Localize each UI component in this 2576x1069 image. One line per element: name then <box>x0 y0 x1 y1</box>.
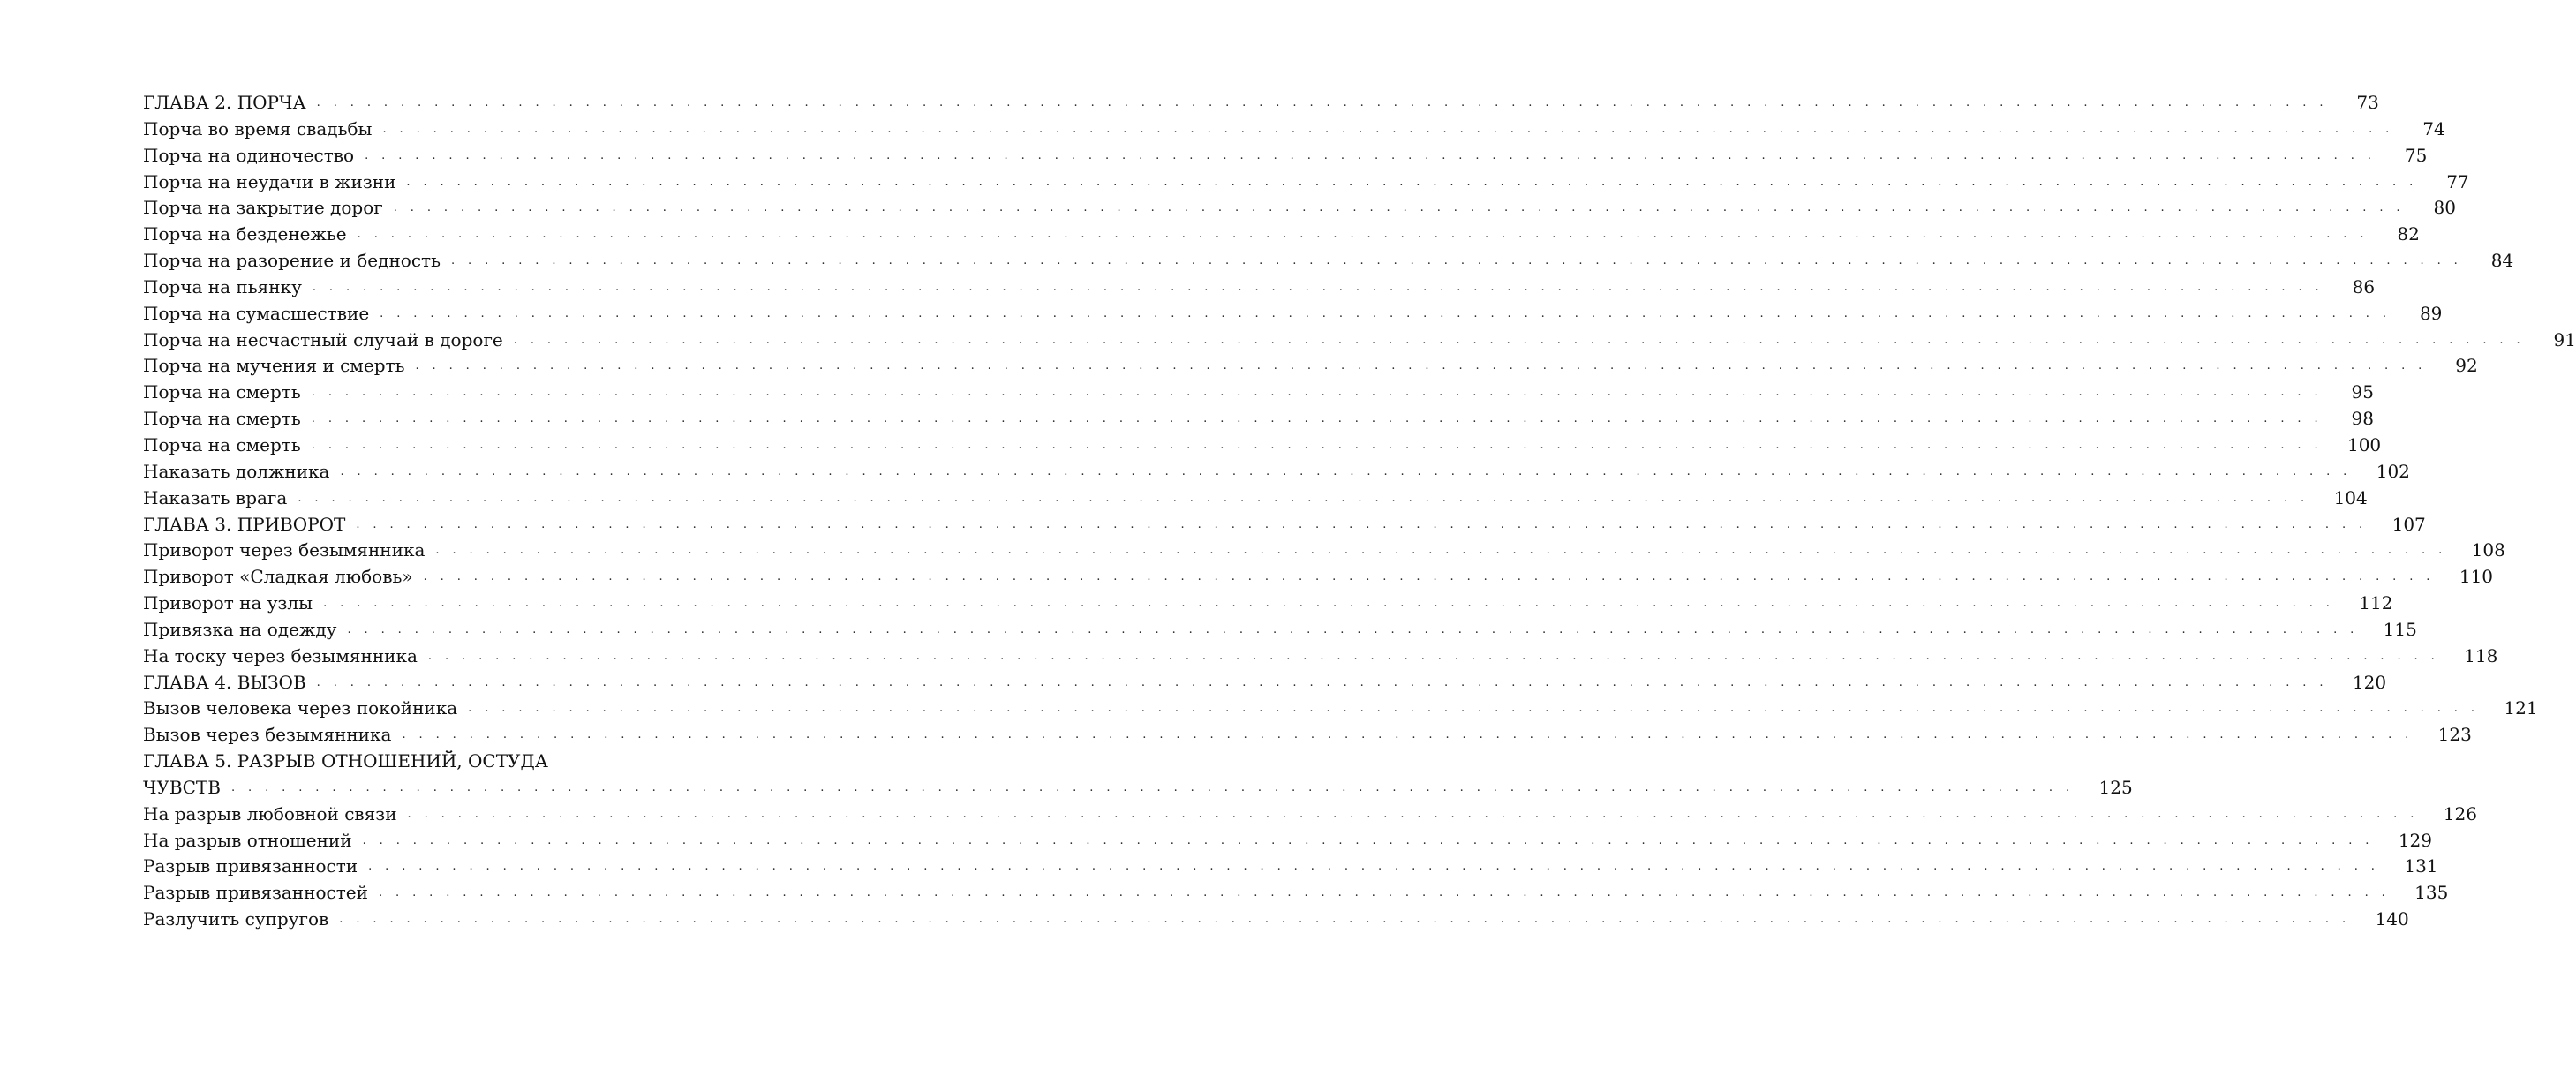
toc-entry[interactable] <box>143 143 2428 169</box>
dot-leader: . . . . . . . . . . . . . . . . . . . . . . . . . . . . . . . . . . . . . . . . . . . . . . . . . . . . . . . . . . . . . . . . . . . . . . . . . . . . . . . . . . . . . . . . . . . . . . . . . . . . . . . . . . . . . . . . . . . . . . . . <box>347 622 2359 636</box>
toc-entry-title: Порча на смерть <box>143 433 301 455</box>
toc-page-number: 80 <box>2433 197 2456 219</box>
toc-entry-title: Порча на мучения и смерть <box>143 355 405 377</box>
toc-entry-title: Порча на одиночество <box>143 144 355 166</box>
toc-page-number: 95 <box>2351 381 2374 403</box>
toc-page-number: 135 <box>2414 882 2449 904</box>
toc-page-number: 82 <box>2397 223 2420 245</box>
toc-entry[interactable] <box>143 353 2478 380</box>
toc-page-number: 129 <box>2398 829 2433 851</box>
toc-entry-title: Вызов человека через покойника <box>143 697 458 719</box>
dot-leader: . . . . . . . . . . . . . . . . . . . . . . . . . . . . . . . . . . . . . . . . . . . . . . . . . . . . . . . . . . . . . . . . . . . . . . . . . . . . . . . . . . . . . . . . . . . . . . . . . . . . . . . . . . . . . . . . . . . . . . . . <box>435 544 2447 558</box>
toc-entries-chapters-2-4 <box>143 90 2576 749</box>
toc-entry-title: Наказать должника <box>143 460 330 482</box>
toc-page-number: 89 <box>2419 302 2443 324</box>
dot-leader: . . . . . . . . . . . . . . . . . . . . . . . . . . . . . . . . . . . . . . . . . . . . . . . . . . . . . . . . . . . . . . . . . . . . . . . . . . . . . . . . . . . . . . . . . . . . . . . . . . . . . . . . . . . . . . . . . . . . . . . . <box>406 175 2418 189</box>
toc-entry-title: Вызов через безымянника <box>143 724 392 746</box>
toc-page-number: 92 <box>2455 355 2478 377</box>
dot-leader: . . . . . . . . . . . . . . . . . . . . . . . . . . . . . . . . . . . . . . . . . . . . . . . . . . . . . . . . . . . . . . . . . . . . . . . . . . . . . . . . . . . . . . . . . . . . . . . . . . . . . . . . . . . . . . . . . . . . . . . . <box>357 228 2369 242</box>
toc-page-number: 75 <box>2404 144 2428 166</box>
toc-page-number: 110 <box>2459 566 2494 588</box>
toc-entry-title: ГЛАВА 5. РАЗРЫВ ОТНОШЕНИЙ, ОСТУДА <box>143 750 548 772</box>
toc-entry-title: Наказать врага <box>143 486 288 508</box>
toc-entry-title: Разлучить супругов <box>143 908 329 930</box>
toc-entry-title: Разрыв привязанности <box>143 855 358 877</box>
dot-leader: . . . . . . . . . . . . . . . . . . . . . . . . . . . . . . . . . . . . . . . . . . . . . . . . . . . . . . . . . . . . . . . . . . . . . . . . . . . . . . . . . . . . . . . . . . . . . . . . . . . . . . . . . . . . . . . . . . . . . . . . <box>427 649 2440 663</box>
dot-leader: . . . . . . . . . . . . . . . . . . . . . . . . . . . . . . . . . . . . . . . . . . . . . . . . . . . . . . . . . . . . . . . . . . . . . . . . . . . . . . . . . . . . . . . . . . . . . . . . . . . . . . . . . . . . . . . . . . . . . . . . <box>298 491 2309 505</box>
dot-leader: . . . . . . . . . . . . . . . . . . . . . . . . . . . . . . . . . . . . . . . . . . . . . . . . . . . . . . . . . . . . . . . . . . . . . . . . . . . . . . . . . . . . . . . . . . . . . . . . . . . . . . . . . . . . . . . . . . . . . . . . <box>365 148 2376 162</box>
toc-entry[interactable] <box>143 169 2469 196</box>
toc-page-number: 121 <box>2504 697 2538 719</box>
toc-entry[interactable] <box>143 670 2387 696</box>
dot-leader: . . . . . . . . . . . . . . . . . . . . . . . . . . . . . . . . . . . . . . . . . . . . . . . . . . . . . . . . . . . . . . . . . . . . . . . . . . . . . . . . . . . . . . . . . . . . . . . . . . . . . . . . . . . . . . . . . . . . . . . . <box>513 333 2525 347</box>
toc-entry[interactable] <box>143 854 2438 880</box>
dot-leader: . . . . . . . . . . . . . . . . . . . . . . . . . . . . . . . . . . . . . . . . . . . . . . . . . . . . . . . . . . . . . . . . . . . . . . . . . . . . . . . . . . . . . . . . . . . . . . . . . . . . . . . . . . . . . . . . . . . . . . . . <box>339 913 2351 927</box>
toc-entry-title: Порча на сумасшествие <box>143 302 370 324</box>
toc-entry-title: ГЛАВА 2. ПОРЧА <box>143 92 306 113</box>
toc-page-number: 118 <box>2464 644 2498 666</box>
table-of-contents <box>143 90 2576 933</box>
toc-page-number: 123 <box>2437 724 2472 746</box>
toc-entry[interactable] <box>143 564 2494 591</box>
toc-page-number: 112 <box>2359 592 2393 614</box>
toc-entry[interactable] <box>143 538 2505 564</box>
toc-entry[interactable] <box>143 512 2426 538</box>
toc-entry-title: Порча на безденежье <box>143 223 347 245</box>
dot-leader: . . . . . . . . . . . . . . . . . . . . . . . . . . . . . . . . . . . . . . . . . . . . . . . . . . . . . . . . . . . . . . . . . . . . . . . . . . . . . . . . . . . . . . . . . . . . . . . . . . . . . . . . . . . . . . . . . . . . . . . . <box>450 254 2463 268</box>
toc-page-number: 91 <box>2553 328 2576 350</box>
toc-entry[interactable] <box>143 459 2410 486</box>
toc-page-number: 102 <box>2376 460 2410 482</box>
toc-page-number: 131 <box>2404 855 2438 877</box>
toc-entry-title: Разрыв привязанностей <box>143 882 368 904</box>
dot-leader: . . . . . . . . . . . . . . . . . . . . . . . . . . . . . . . . . . . . . . . . . . . . . . . . . . . . . . . . . . . . . . . . . . . . . . . . . . . . . . . . . . . . . . . . . . . . . . . . . . . . . . . . . . . . . . . . . . . . . . . . <box>362 833 2374 847</box>
toc-entry-title: На разрыв любовной связи <box>143 802 397 824</box>
dot-leader: . . . . . . . . . . . . . . . . . . . . . . . . . . . . . . . . . . . . . . . . . . . . . . . . . . . . . . . . . . . . . . . . . . . . . . . . . . . . . . . . . . . . . . . . . . . . . . . . . . . . . . . . . . . . . . . . . . . . . . . . <box>378 886 2391 900</box>
toc-page-number: 86 <box>2352 275 2376 297</box>
toc-entry[interactable] <box>143 406 2374 433</box>
toc-entry[interactable] <box>143 880 2449 907</box>
dot-leader: . . . . . . . . . . . . . . . . . . . . . . . . . . . . . . . . . . . . . . . . . . . . . . . . . . . . . . . . . . . . . . . . . . . . . . . . . . . . . . . . . . . . . . . . . . . . . . . . . . . . . . . . . . . . . . . . . . . . . . . . <box>311 386 2323 400</box>
toc-entry[interactable] <box>143 644 2498 670</box>
toc-page-number: 104 <box>2333 486 2368 508</box>
dot-leader: . . . . . . . . . . . . . . . . . . . . . . . . . . . . . . . . . . . . . . . . . . . . . . . . . . . . . . . . . . . . . . . . . . . . . . . . . . . . . . . . . . . . . . . . . . . . . . . . . . . . . . . . . . . . . . . . . . . . . . . . <box>380 306 2391 320</box>
toc-entry[interactable] <box>143 327 2576 354</box>
toc-page-number: 107 <box>2391 513 2426 535</box>
toc-entry[interactable] <box>143 90 2379 117</box>
dot-leader: . . . . . . . . . . . . . . . . . . . . . . . . . . . . . . . . . . . . . . . . . . . . . . . . . . . . . . . . . . . . . . . . . . . . . . . . . . . . . . . . . . . . . . . . . . . . . . . . . . . . . . . . . . . . . . . . . . . . . . . . <box>368 860 2380 874</box>
toc-entry-title: Порча на несчастный случай в дороге <box>143 328 503 350</box>
toc-entry-chapter-5-continued[interactable] <box>143 775 2133 802</box>
toc-entry-title: ГЛАВА 3. ПРИВОРОТ <box>143 513 346 535</box>
toc-entry[interactable] <box>143 722 2472 749</box>
toc-entry[interactable] <box>143 828 2433 854</box>
dot-leader: . . . . . . . . . . . . . . . . . . . . . . . . . . . . . . . . . . . . . . . . . . . . . . . . . . . . . . . . . . . . . . . . . . . . . . . . . . . . . . . . . . . . . . . . . . . . . . . . . . . . . . . . . . . . . . . . . . . . . . . . <box>356 517 2368 531</box>
toc-page-number: 140 <box>2375 908 2409 930</box>
toc-entry[interactable] <box>143 486 2368 512</box>
toc-page-number: 100 <box>2346 433 2382 455</box>
toc-entry-title: Приворот на узлы <box>143 592 313 614</box>
toc-page-number: 126 <box>2443 802 2477 824</box>
dot-leader: . . . . . . . . . . . . . . . . . . . . . . . . . . . . . . . . . . . . . . . . . . . . . . . . . . . . . . . . . . . . . . . . . . . . . . . . . . . . . . . . . . . . . . . . . . . . . . . . . . . . . . . . . . . . . . . . . . . . . . . . <box>423 570 2435 584</box>
toc-entry-title: Порча во время свадьбы <box>143 117 373 139</box>
toc-entry-title: Приворот через безымянника <box>143 539 426 561</box>
dot-leader: . . . . . . . . . . . . . . . . . . . . . . . . . . . . . . . . . . . . . . . . . . . . . . . . . . . . . . . . . . . . . . . . . . . . . . . . . . . . . . . . . . . . . . . . . . . . . . . . . . . . . . . . . . . . . . . . . . . . . . . . <box>393 201 2405 215</box>
toc-entry[interactable] <box>143 617 2417 644</box>
toc-entry-title: Порча на смерть <box>143 408 301 430</box>
toc-entry-title: На тоску через безымянника <box>143 644 418 666</box>
toc-entry[interactable] <box>143 591 2393 617</box>
toc-entry[interactable] <box>143 195 2456 222</box>
toc-page-number: 84 <box>2490 250 2514 272</box>
toc-page-number: 115 <box>2383 618 2417 640</box>
toc-entry-title: Порча на закрытие дорог <box>143 197 383 219</box>
toc-entry-title: Порча на неудачи в жизни <box>143 170 396 192</box>
toc-page-number: 98 <box>2351 408 2374 430</box>
toc-entry[interactable] <box>143 802 2477 828</box>
dot-leader: . . . . . . . . . . . . . . . . . . . . . . . . . . . . . . . . . . . . . . . . . . . . . . . . . . . . . . . . . . . . . . . . . . . . . . . . . . . . . . . . . . . . . . . . . . . . . . . . . . . . . . . . . . . . . . . . . . . . . . . . <box>468 702 2480 716</box>
toc-entry-title: Порча на пьянку <box>143 275 302 297</box>
dot-leader: . . . . . . . . . . . . . . . . . . . . . . . . . . . . . . . . . . . . . . . . . . . . . . . . . . . . . . . . . . . . . . . . . . . . . . . . . . . . . . . . . . . . . . . . . . . . . . . . . . . . . . . . . . . . . . . . . . . . . . . . <box>382 122 2394 136</box>
toc-entry[interactable] <box>143 117 2445 143</box>
toc-page-number: 120 <box>2352 671 2387 693</box>
toc-entry-title: На разрыв отношений <box>143 829 352 851</box>
dot-leader: . . . . . . . . . . . . . . . . . . . . . . . . . . . . . . . . . . . . . . . . . . . . . . . . . . . . . . . . . . . . . . . . . . . . . . . . . . . . . . . . . . . . . . . . . . . . . . . . . . . . . . . . . . . . . . . . . . . . . . . . <box>402 728 2414 742</box>
toc-entry-title: Порча на смерть <box>143 381 301 403</box>
toc-entry[interactable] <box>143 696 2538 722</box>
toc-entry[interactable] <box>143 275 2376 301</box>
toc-entry-title: Приворот «Сладкая любовь» <box>143 566 413 588</box>
toc-entry[interactable] <box>143 222 2420 248</box>
toc-entry-title: Порча на разорение и бедность <box>143 250 441 272</box>
dot-leader: . . . . . . . . . . . . . . . . . . . . . . . . . . . . . . . . . . . . . . . . . . . . . . . . . . . . . . . . . . . . . . . . . . . . . . . . . . . . . . . . . . . . . . . . . . . . . . . . . . . . . . . . . . . . . . . . . . . . . . . . <box>340 464 2352 478</box>
toc-page-number: 74 <box>2422 117 2445 139</box>
dot-leader: . . . . . . . . . . . . . . . . . . . . . . . . . . . . . . . . . . . . . . . . . . . . . . . . . . . . . . . . . . . . . . . . . . . . . . . . . . . . . . . . . . . . . . . . . . . . . . . . . . . . . . . . . . . . . . . . . . . . . . . . <box>415 359 2427 373</box>
toc-entry[interactable] <box>143 380 2374 406</box>
toc-entry-title: ЧУВСТВ <box>143 776 221 798</box>
toc-page-number: 108 <box>2471 539 2505 561</box>
dot-leader: . . . . . . . . . . . . . . . . . . . . . . . . . . . . . . . . . . . . . . . . . . . . . . . . . . . . . . . . . . . . . . . . . . . . . . . . . . . . . . . . . . . . . . . . . . . . . . . . . . . . . . . . . . . . . . . . . . . . . . . . <box>311 412 2323 426</box>
toc-entry[interactable] <box>143 301 2443 327</box>
dot-leader: . . . . . . . . . . . . . . . . . . . . . . . . . . . . . . . . . . . . . . . . . . . . . . . . . . . . . . . . . . . . . . . . . . . . . . . . . . . . . . . . . . . . . . . . . . . . . . . . . . . . . . . . . . . . . . . . . . . . . . . . <box>407 807 2419 821</box>
dot-leader: . . . . . . . . . . . . . . . . . . . . . . . . . . . . . . . . . . . . . . . . . . . . . . . . . . . . . . . . . . . . . . . . . . . . . . . . . . . . . . . . . . . . . . . . . . . . . . . . . . . . . . . . . . . . . . <box>230 780 2075 794</box>
dot-leader: . . . . . . . . . . . . . . . . . . . . . . . . . . . . . . . . . . . . . . . . . . . . . . . . . . . . . . . . . . . . . . . . . . . . . . . . . . . . . . . . . . . . . . . . . . . . . . . . . . . . . . . . . . . . . . . . . . . . . . . . <box>316 675 2328 689</box>
toc-entry-title: Привязка на одежду <box>143 618 337 640</box>
dot-leader: . . . . . . . . . . . . . . . . . . . . . . . . . . . . . . . . . . . . . . . . . . . . . . . . . . . . . . . . . . . . . . . . . . . . . . . . . . . . . . . . . . . . . . . . . . . . . . . . . . . . . . . . . . . . . . . . . . . . . . . . <box>312 280 2324 294</box>
toc-entry[interactable] <box>143 433 2382 459</box>
toc-entry-chapter-5-heading[interactable] <box>143 749 630 775</box>
dot-leader: . . . . . . . . . . . . . . . . . . . . . . . . . . . . . . . . . . . . . . . . . . . . . . . . . . . . . . . . . . . . . . . . . . . . . . . . . . . . . . . . . . . . . . . . . . . . . . . . . . . . . . . . . . . . . . . . . . . . . . . . <box>316 96 2328 109</box>
toc-page-number: 77 <box>2446 170 2469 192</box>
dot-leader: . . . . . . . . . . . . . . . . . . . . . . . . . . . . . . . . . . . . . . . . . . . . . . . . . . . . . . . . . . . . . . . . . . . . . . . . . . . . . . . . . . . . . . . . . . . . . . . . . . . . . . . . . . . . . . . . . . . . . . . . <box>323 597 2335 611</box>
toc-entry[interactable] <box>143 907 2409 933</box>
toc-page-number: 125 <box>2098 776 2133 798</box>
toc-entry-title: ГЛАВА 4. ВЫЗОВ <box>143 671 306 693</box>
toc-entries-chapter-5 <box>143 802 2477 933</box>
toc-page-number: 73 <box>2356 92 2379 113</box>
dot-leader: . . . . . . . . . . . . . . . . . . . . . . . . . . . . . . . . . . . . . . . . . . . . . . . . . . . . . . . . . . . . . . . . . . . . . . . . . . . . . . . . . . . . . . . . . . . . . . . . . . . . . . . . . . . . . . . . . . . . . . . . <box>311 438 2323 452</box>
toc-entry[interactable] <box>143 248 2514 275</box>
